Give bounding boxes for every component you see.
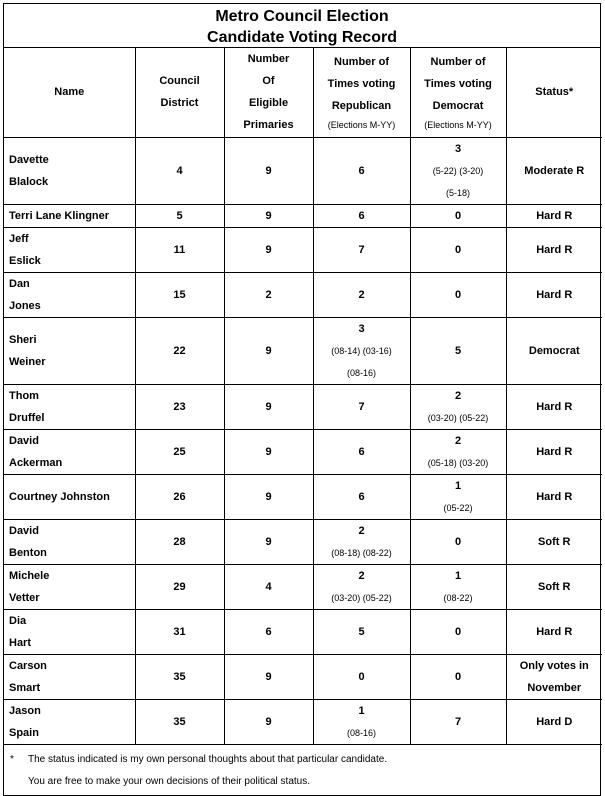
candidate-name-cell [4,227,135,272]
democrat-count: 1 [454,479,462,492]
status-text: Hard D [536,715,573,728]
democrat-cell [410,272,506,317]
status-cell [506,227,602,272]
candidate-first-name: Davette [9,153,49,166]
candidate-name-cell [4,429,135,474]
eligible-cell: 9 [224,204,313,227]
democrat-cell [410,384,506,429]
democrat-count: 1 [454,569,462,582]
district-cell: 5 [135,204,224,227]
democrat-count: 7 [454,715,462,728]
header-status: Status* [506,48,602,137]
header-rep-sub: (Elections M-YY) [327,120,396,131]
candidate-name-cell [4,654,135,699]
table-row [4,204,602,227]
democrat-cell [410,699,506,744]
status-cell [506,474,602,519]
republican-count: 7 [358,243,365,256]
republican-cell [313,204,410,227]
republican-elections: (03-20) (05-22) [331,592,392,603]
footnote-star: * [10,753,14,765]
republican-cell [313,272,410,317]
voting-record-table [4,48,602,745]
republican-cell [313,227,410,272]
status-cell [506,564,602,609]
candidate-last-name: Ackerman [9,456,63,469]
district-cell: 35 [135,699,224,744]
footer-note [4,745,600,795]
table-row [4,317,602,384]
democrat-cell [410,519,506,564]
candidate-last-name: Jones [9,299,41,312]
republican-cell [313,137,410,204]
district-cell: 22 [135,317,224,384]
status-cell [506,384,602,429]
republican-cell [313,519,410,564]
republican-count: 2 [358,524,365,537]
eligible-cell: 9 [224,384,313,429]
status-cell [506,204,602,227]
democrat-cell [410,609,506,654]
table-row [4,272,602,317]
district-cell: 15 [135,272,224,317]
status-text: Hard R [536,445,573,458]
candidate-first-name: Sheri [9,333,37,346]
candidate-first-name: Jason [9,704,41,717]
header-dem-l1: Number of [430,56,486,69]
status-cell [506,654,602,699]
header-district-l2: District [160,97,199,110]
republican-count: 7 [358,400,365,413]
district-cell: 28 [135,519,224,564]
democrat-cell [410,227,506,272]
table-row [4,564,602,609]
footer-line-2 [10,771,594,793]
candidate-last-name: Hart [9,636,32,649]
status-cell [506,272,602,317]
republican-elections-2: (08-16) [346,367,376,378]
eligible-cell: 9 [224,227,313,272]
table-row [4,227,602,272]
democrat-count: 5 [454,344,462,357]
candidate-name-cell [4,272,135,317]
eligible-cell: 9 [224,699,313,744]
republican-cell [313,317,410,384]
democrat-count: 0 [454,670,462,683]
democrat-cell [410,317,506,384]
democrat-elections: (05-22) [443,502,473,513]
eligible-cell: 6 [224,609,313,654]
candidate-name-cell [4,384,135,429]
header-democrat [410,48,506,137]
democrat-count: 2 [454,389,462,402]
district-cell: 23 [135,384,224,429]
candidate-last-name: Druffel [9,411,45,424]
status-cell [506,699,602,744]
district-cell: 25 [135,429,224,474]
header-eligible-l1: Number [247,53,290,66]
status-text-2: November [527,681,582,694]
table-row [4,609,602,654]
district-cell: 4 [135,137,224,204]
title-line-1: Metro Council Election [215,8,389,25]
democrat-elections: (05-18) (03-20) [427,457,489,468]
republican-count: 2 [358,569,365,582]
republican-count: 6 [358,445,365,458]
republican-elections: (08-16) [346,727,376,738]
republican-count: 2 [358,288,365,301]
header-eligible-l3: Eligible [248,97,289,110]
status-text: Hard R [536,243,573,256]
table-row [4,519,602,564]
candidate-first-name: Michele [9,569,50,582]
status-cell [506,317,602,384]
democrat-elections-2: (5-18) [445,187,470,198]
republican-cell [313,699,410,744]
district-cell: 26 [135,474,224,519]
democrat-count: 3 [454,142,462,155]
republican-elections: (08-18) (08-22) [331,547,392,558]
democrat-cell [410,474,506,519]
democrat-count: 0 [454,625,462,638]
candidate-first-name: Carson [9,659,47,672]
candidate-first-name: Dia [9,614,27,627]
status-text: Soft R [538,580,571,593]
header-eligible-l2: Of [262,75,275,88]
eligible-cell: 9 [224,137,313,204]
candidate-last-name: Spain [9,726,39,739]
democrat-count: 2 [454,434,462,447]
democrat-count: 0 [454,288,462,301]
footer-line-1 [10,749,594,771]
candidate-last-name: Smart [9,681,41,694]
republican-cell [313,564,410,609]
republican-count: 6 [358,164,365,177]
republican-cell [313,654,410,699]
eligible-cell: 9 [224,317,313,384]
democrat-count: 0 [454,535,462,548]
status-text: Hard R [536,400,573,413]
header-republican [313,48,410,137]
democrat-elections: (08-22) [443,592,473,603]
democrat-count: 0 [454,243,462,256]
status-cell [506,519,602,564]
header-rep-l1: Number of [334,56,389,69]
candidate-first-name: Dan [9,277,30,290]
table-row [4,384,602,429]
candidate-name-cell [4,204,135,227]
voting-record-document [3,3,601,796]
candidate-last-name: Blalock [9,175,49,188]
header-eligible-l4: Primaries [243,119,294,132]
democrat-count: 0 [454,209,462,222]
republican-count: 3 [358,322,365,335]
header-rep-l3: Republican [331,100,392,113]
candidate-last-name: Benton [9,546,47,559]
candidate-last-name: Vetter [9,591,40,604]
eligible-cell: 4 [224,564,313,609]
candidate-name-cell [4,699,135,744]
candidate-last-name: Eslick [9,254,41,267]
status-text: Only votes in [519,659,589,672]
status-text: Hard R [536,625,573,638]
republican-count: 1 [358,704,365,717]
democrat-elections: (5-22) (3-20) [432,165,484,176]
candidate-name-cell [4,609,135,654]
candidate-first-name: Thom [9,389,39,402]
status-text: Hard R [536,490,573,503]
header-rep-l2: Times voting [327,78,396,91]
democrat-cell [410,137,506,204]
status-cell [506,429,602,474]
table-row [4,137,602,204]
header-name: Name [4,48,135,137]
header-dem-l2: Times voting [424,78,492,91]
democrat-cell [410,204,506,227]
district-cell: 29 [135,564,224,609]
candidate-name-cell [4,317,135,384]
header-district [135,48,224,137]
republican-count: 0 [358,670,365,683]
candidate-name-cell [4,519,135,564]
header-district-l1: Council [159,75,200,88]
header-eligible [224,48,313,137]
candidate-name-cell [4,137,135,204]
eligible-cell: 9 [224,654,313,699]
candidate-name-cell [4,474,135,519]
republican-cell [313,429,410,474]
footer-text-2: You are free to make your own decisions of their political status. [28,775,311,787]
table-row [4,699,602,744]
status-text: Hard R [536,209,573,222]
democrat-cell [410,654,506,699]
document-title [4,4,600,48]
candidate-name-cell [4,564,135,609]
democrat-elections: (03-20) (05-22) [427,412,489,423]
eligible-cell: 9 [224,519,313,564]
candidate-first-name: Courtney Johnston [9,490,110,503]
democrat-cell [410,429,506,474]
candidate-first-name: David [9,524,39,537]
status-text: Moderate R [524,164,585,177]
status-text: Democrat [528,344,580,357]
district-cell: 35 [135,654,224,699]
candidate-last-name: Weiner [9,355,46,368]
table-header-row [4,48,602,137]
header-dem-sub: (Elections M-YY) [424,120,492,131]
table-row [4,654,602,699]
candidate-first-name: Terri Lane Klingner [9,209,110,222]
status-text: Hard R [536,288,573,301]
footer-text-1: The status indicated is my own personal thoughts about that particular candidate. [28,753,388,765]
republican-cell [313,384,410,429]
republican-elections: (08-14) (03-16) [331,345,392,356]
republican-count: 6 [358,490,365,503]
table-row [4,474,602,519]
header-dem-l3: Democrat [432,100,484,113]
table-row [4,429,602,474]
candidate-first-name: David [9,434,39,447]
status-text: Soft R [538,535,571,548]
republican-cell [313,609,410,654]
title-line-2: Candidate Voting Record [207,29,397,46]
status-cell [506,137,602,204]
republican-count: 6 [358,209,365,222]
republican-cell [313,474,410,519]
candidate-first-name: Jeff [9,232,29,245]
district-cell: 11 [135,227,224,272]
republican-count: 5 [358,625,365,638]
status-cell [506,609,602,654]
district-cell: 31 [135,609,224,654]
democrat-cell [410,564,506,609]
eligible-cell: 9 [224,474,313,519]
eligible-cell: 2 [224,272,313,317]
eligible-cell: 9 [224,429,313,474]
